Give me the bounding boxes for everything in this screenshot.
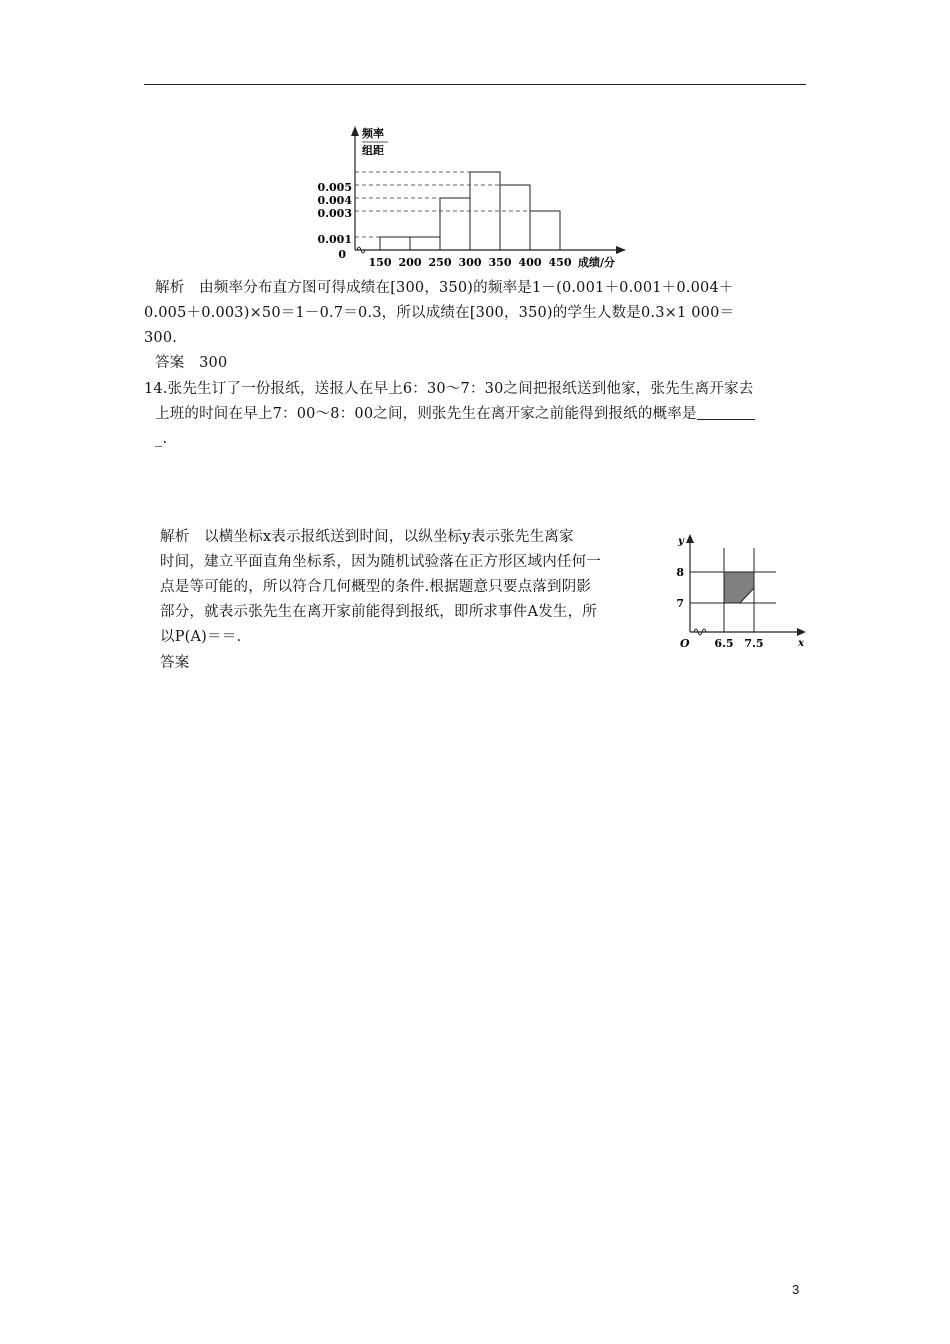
q13-solution-line3: 300. — [144, 330, 178, 346]
header-rule — [144, 84, 806, 85]
y-tick-0003: 0.003 — [317, 207, 352, 220]
page-number: 3 — [792, 1282, 800, 1297]
q14-answer: 答案 — [160, 655, 190, 671]
x-axis-label: x — [798, 638, 804, 649]
ylabel-bottom: 组距 — [362, 144, 384, 157]
y-tick-0001: 0.001 — [317, 233, 352, 246]
x-tick-350: 350 — [488, 256, 512, 269]
y-tick-8: 8 — [676, 566, 684, 579]
histogram-bar-1 — [410, 237, 440, 250]
origin-label: 0 — [338, 248, 346, 261]
x-tick-250: 250 — [428, 256, 452, 269]
q14-question-line1: 14.张先生订了一份报纸，送报人在早上6：30～7：30之间把报纸送到他家，张先生离开家去 — [144, 381, 754, 397]
x-tick-400: 400 — [518, 256, 542, 269]
q14-solution-line4: 部分，就表示张先生在离开家前能得到报纸，即所求事件A发生，所 — [160, 604, 597, 620]
x-axis-arrow — [797, 628, 806, 636]
answer-blank — [697, 405, 755, 420]
frequency-histogram — [310, 120, 640, 275]
y-axis-arrow — [351, 126, 359, 136]
q14-solution-line2: 时间，建立平面直角坐标系，因为随机试验落在正方形区域内任何一 — [160, 554, 601, 570]
histogram-bar-0 — [380, 237, 410, 250]
histogram-bar-4 — [500, 185, 530, 250]
y-tick-0004: 0.004 — [317, 194, 352, 207]
x-axis-arrow — [616, 246, 626, 254]
histogram-guides — [355, 172, 530, 237]
y-tick-0005: 0.005 — [317, 181, 352, 194]
ylabel-top: 频率 — [362, 127, 384, 140]
y-tick-7: 7 — [676, 597, 684, 610]
histogram-bar-5 — [530, 211, 560, 250]
x-axis-label: 成绩/分 — [578, 256, 616, 269]
shaded-region — [724, 572, 754, 603]
x-tick-150: 150 — [368, 256, 392, 269]
y-axis-label: y — [678, 536, 684, 547]
q13-solution-line1: 解析 由频率分布直方图可得成绩在[300，350)的频率是1－(0.001＋0.001＋0.004＋ — [155, 280, 734, 296]
q14-solution-line5: 以P(A)＝＝. — [160, 629, 242, 645]
x-tick-450: 450 — [548, 256, 572, 269]
q14-solution-line3: 点是等可能的，所以符合几何概型的条件.根据题意只要点落到阴影 — [160, 579, 592, 595]
x-tick-6-5: 6.5 — [714, 637, 734, 650]
q14-question-line3: _. — [155, 431, 168, 447]
origin-label: O — [680, 637, 690, 650]
geometric-probability-diagram — [672, 526, 812, 654]
x-tick-300: 300 — [458, 256, 482, 269]
y-axis-arrow — [686, 534, 694, 543]
histogram-bar-2 — [440, 198, 470, 250]
q13-solution-line2: 0.005＋0.003)×50＝1－0.7＝0.3，所以成绩在[300，350)的学生人数是0.3×1 000＝ — [144, 305, 735, 321]
q13-answer: 答案 300 — [155, 355, 228, 371]
x-tick-200: 200 — [398, 256, 422, 269]
q14-question-line2: 上班的时间在早上7：00～8：00之间，则张先生在离开家之前能得到报纸的概率是 — [155, 403, 755, 426]
x-tick-7-5: 7.5 — [744, 637, 764, 650]
q14-solution-line1: 解析 以横坐标x表示报纸送到时间，以纵坐标y表示张先生离家 — [160, 529, 574, 545]
